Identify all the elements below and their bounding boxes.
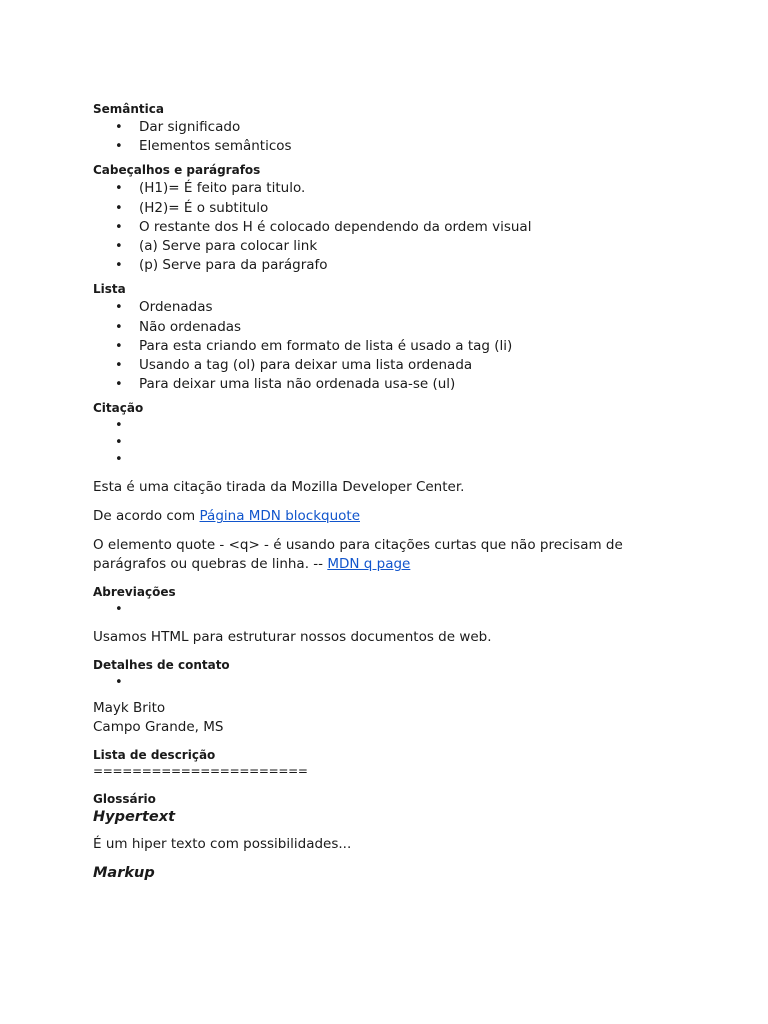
section-heading-cabecalhos: Cabeçalhos e parágrafos: [93, 163, 261, 178]
bullet-icon: •: [115, 200, 123, 216]
list-item: • Ordenadas: [93, 298, 693, 317]
bullet-icon: •: [115, 377, 123, 393]
list-item-empty: [93, 601, 693, 618]
list-item: • O restante dos H é colocado dependendo da ordem visual: [93, 218, 693, 237]
list-item-empty: [93, 417, 693, 434]
glossary-term: Hypertext: [93, 809, 176, 826]
bullet-icon: •: [115, 358, 123, 374]
list-item: • Usando a tag (ol) para deixar uma lista ordenada: [93, 356, 693, 375]
bullet-icon: •: [115, 219, 123, 235]
bullet-icon: •: [115, 452, 123, 468]
list-item: • Dar significado: [93, 118, 693, 137]
list-item-empty: [93, 674, 693, 691]
bullet-icon: •: [115, 602, 123, 618]
semantica-list: [93, 118, 693, 156]
document-page: [93, 101, 693, 893]
bullet-icon: •: [115, 338, 123, 354]
bullet-icon: •: [115, 258, 123, 274]
list-item: • Para deixar uma lista não ordenada usa-se (ul): [93, 375, 693, 394]
bullet-icon: •: [115, 300, 123, 316]
quote-paragraph: O elemento quote - <q> - é usando para citações curtas que não precisam de parágrafos ou quebras de linha. -- MDN q page: [93, 537, 623, 573]
contato-empty-list: [93, 674, 693, 691]
list-item: • (p) Serve para da parágrafo: [93, 256, 693, 275]
glossary-definition: É um hiper texto com possibilidades...: [93, 836, 352, 853]
section-heading-descricao: Lista de descrição: [93, 748, 216, 763]
bullet-icon: •: [115, 319, 123, 335]
contact-address: [93, 699, 693, 737]
bullet-icon: •: [115, 675, 123, 691]
separator-line: ======================: [93, 764, 308, 779]
section-heading-citacao: Citação: [93, 401, 144, 416]
section-heading-lista: Lista: [93, 282, 126, 297]
bullet-icon: •: [115, 418, 123, 434]
abreviacoes-empty-list: [93, 601, 693, 618]
bullet-icon: •: [115, 239, 123, 255]
list-item-empty: [93, 434, 693, 451]
mdn-blockquote-link[interactable]: Página MDN blockquote: [199, 508, 360, 525]
section-heading-semantica: Semântica: [93, 102, 164, 116]
bullet-icon: •: [115, 139, 123, 155]
section-heading-contato: Detalhes de contato: [93, 658, 230, 673]
list-item: • (H1)= É feito para titulo.: [93, 179, 693, 198]
section-heading-abreviacoes: Abreviações: [93, 585, 176, 600]
citacao-empty-list: [93, 417, 693, 468]
list-item-empty: [93, 451, 693, 468]
mdn-q-page-link[interactable]: MDN q page: [327, 556, 411, 573]
glossary-term: Markup: [93, 865, 155, 882]
list-item: • Elementos semânticos: [93, 137, 693, 156]
section-heading-glossario: Glossário: [93, 792, 156, 807]
list-item: • (H2)= É o subtitulo: [93, 199, 693, 218]
bullet-icon: •: [115, 181, 123, 197]
abreviacoes-text: Usamos HTML para estruturar nossos documentos de web.: [93, 629, 492, 646]
list-item: • Não ordenadas: [93, 318, 693, 337]
lista-list: [93, 298, 693, 394]
contact-city: Campo Grande, MS: [93, 719, 224, 736]
acordo-paragraph: De acordo com Página MDN blockquote: [93, 508, 360, 525]
quote-text: Esta é uma citação tirada da Mozilla Developer Center.: [93, 479, 465, 496]
list-item: • Para esta criando em formato de lista é usado a tag (li): [93, 337, 693, 356]
cabecalhos-list: [93, 179, 693, 275]
bullet-icon: •: [115, 435, 123, 451]
bullet-icon: •: [115, 120, 123, 135]
list-item: • (a) Serve para colocar link: [93, 237, 693, 256]
contact-name: Mayk Brito: [93, 700, 166, 717]
